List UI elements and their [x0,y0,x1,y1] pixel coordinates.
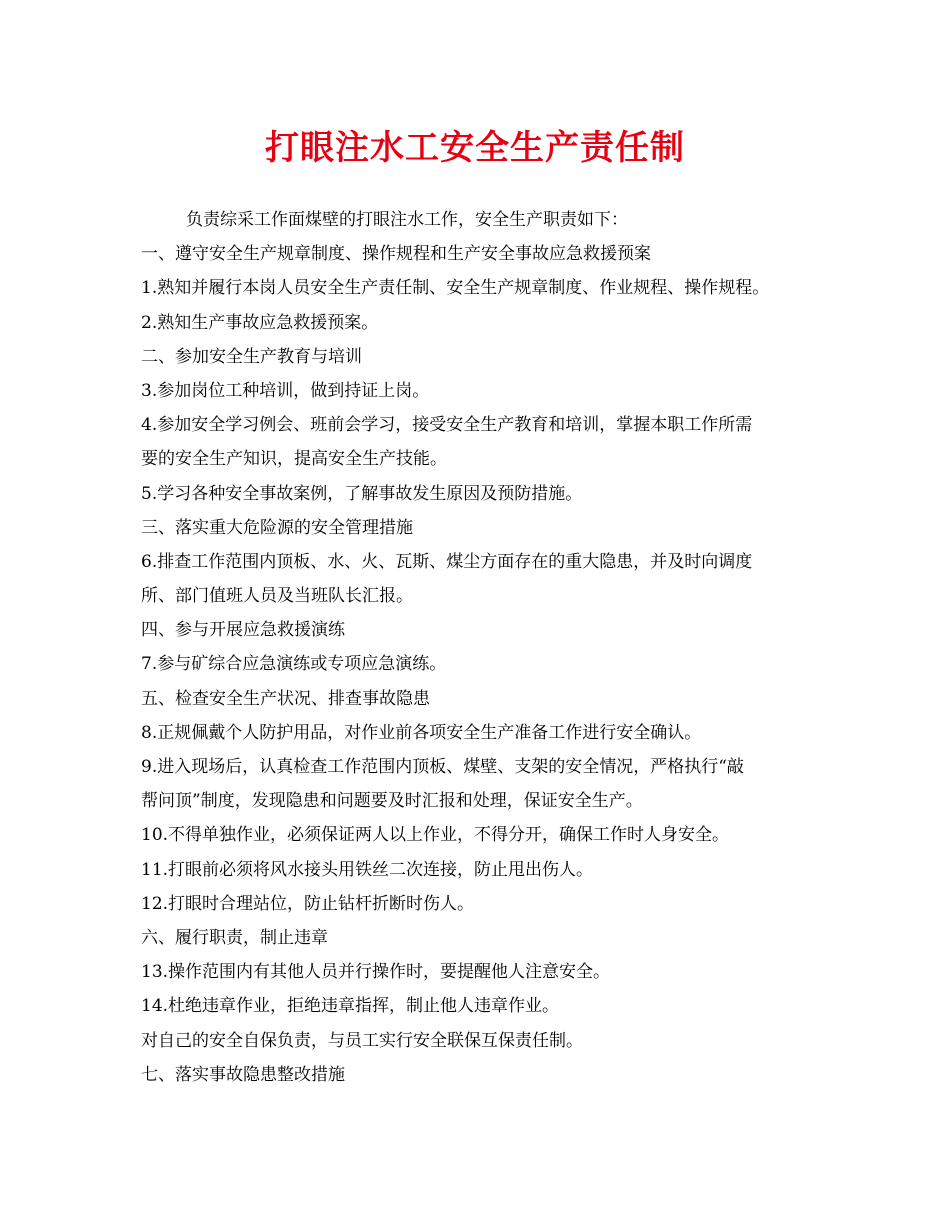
item-3: 3.参加岗位工种培训，做到持证上岗。 [141,380,430,401]
section-heading-7: 七、落实事故隐患整改措施 [141,1064,345,1085]
intro-paragraph: 负责综采工作面煤壁的打眼注水工作，安全生产职责如下： [186,210,628,230]
item-4: 4.参加安全学习例会、班前会学习，接受安全生产教育和培训，掌握本职工作所需 [141,415,753,436]
item-14: 14.杜绝违章作业，拒绝违章指挥，制止他人违章作业。 [141,996,560,1017]
section-heading-1: 一、遵守安全生产规章制度、操作规程和生产安全事故应急救援预案 [141,244,651,265]
item-8: 8.正规佩戴个人防护用品，对作业前各项安全生产准备工作进行安全确认。 [141,722,702,743]
item-9-continued: 帮问顶”制度，发现隐患和问题要及时汇报和处理，保证安全生产。 [141,791,643,812]
closing-statement: 对自己的安全自保负责，与员工实行安全联保互保责任制。 [141,1030,583,1051]
section-heading-4: 四、参与开展应急救援演练 [141,620,345,641]
document-body [141,203,831,1092]
section-heading-3: 三、落实重大危险源的安全管理措施 [141,517,413,538]
section-heading-2: 二、参加安全生产教育与培训 [141,346,362,367]
item-6-continued: 所、部门值班人员及当班队长汇报。 [141,586,413,607]
item-10: 10.不得单独作业，必须保证两人以上作业，不得分开，确保工作时人身安全。 [141,825,730,846]
section-heading-6: 六、履行职责，制止违章 [141,927,328,948]
item-9: 9.进入现场后，认真检查工作范围内顶板、煤壁、支架的安全情况，严格执行“敲 [141,757,744,777]
section-heading-5: 五、检查安全生产状况、排查事故隐患 [141,688,430,709]
item-1: 1.熟知并履行本岗人员安全生产责任制、安全生产规章制度、作业规程、操作规程。 [141,278,770,299]
item-13: 13.操作范围内有其他人员并行操作时，要提醒他人注意安全。 [141,962,611,983]
item-12: 12.打眼时合理站位，防止钻杆折断时伤人。 [141,893,475,914]
item-11: 11.打眼前必须将风水接头用铁丝二次连接，防止甩出伤人。 [141,859,594,880]
document-title: 打眼注水工安全生产责任制 [265,128,685,168]
item-7: 7.参与矿综合应急演练或专项应急演练。 [141,654,447,675]
item-5: 5.学习各种安全事故案例，了解事故发生原因及预防措施。 [141,483,583,504]
item-2: 2.熟知生产事故应急救援预案。 [141,312,379,333]
item-4-continued: 要的安全生产知识，提高安全生产技能。 [141,449,447,470]
item-6: 6.排查工作范围内顶板、水、火、瓦斯、煤尘方面存在的重大隐患，并及时向调度 [141,551,753,572]
